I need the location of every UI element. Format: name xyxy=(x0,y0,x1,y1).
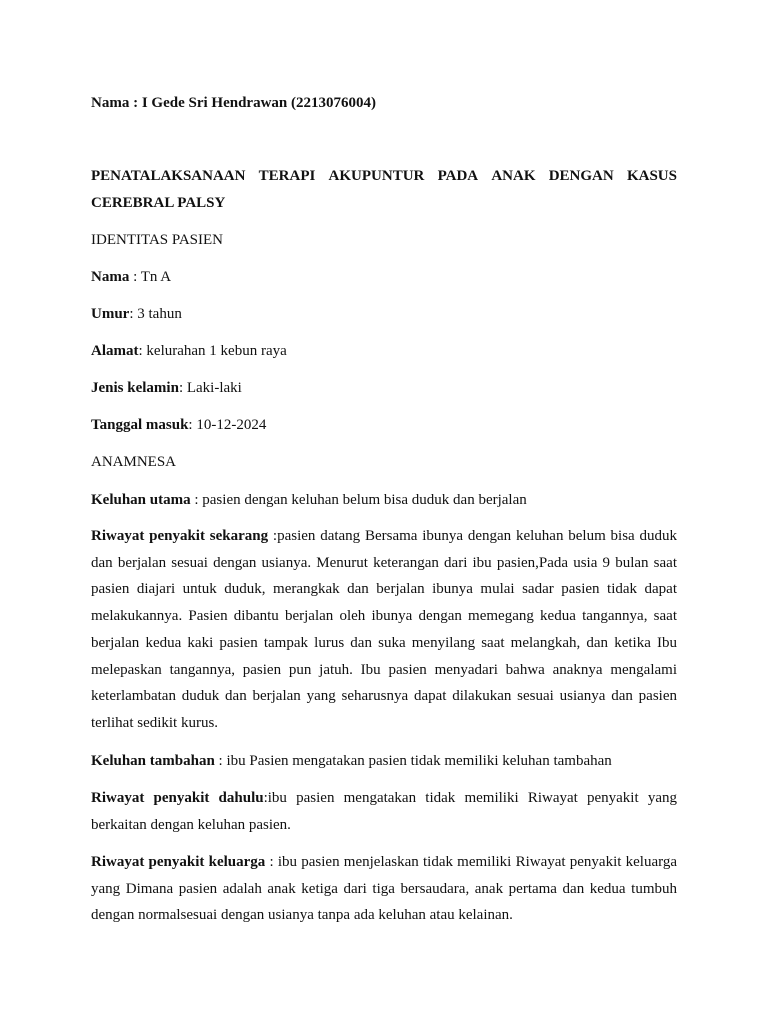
title-word: KASUS xyxy=(626,168,677,184)
field-value: : kelurahan 1 kebun raya xyxy=(138,343,287,359)
document-title-words xyxy=(91,167,677,185)
field-value: : Tn A xyxy=(129,269,172,285)
title-word: PENATALAKSANAAN xyxy=(91,168,246,184)
identity-field-umur xyxy=(91,305,182,323)
riwayat-penyakit-dahulu xyxy=(91,785,677,838)
riwayat-penyakit-keluarga xyxy=(91,849,677,929)
identity-heading xyxy=(91,231,223,249)
field-label: Umur xyxy=(91,306,130,322)
identity-field-nama xyxy=(91,268,171,286)
field-value: : 3 tahun xyxy=(129,306,182,322)
identity-heading-text: IDENTITAS PASIEN xyxy=(91,232,223,248)
field-value: : 10-12-2024 xyxy=(188,417,267,433)
keluhan-tambahan-value: : ibu Pasien mengatakan pasien tidak memiliki keluhan tambahan xyxy=(214,753,612,769)
riwayat-sekarang-label: Riwayat penyakit sekarang xyxy=(91,528,269,544)
riwayat-dahulu-label: Riwayat penyakit dahulu xyxy=(91,790,264,806)
author-line xyxy=(91,94,376,112)
field-label: Alamat xyxy=(91,343,139,359)
title-word: DENGAN xyxy=(548,168,614,184)
identity-field-jenis-kelamin xyxy=(91,379,242,397)
riwayat-keluarga-label: Riwayat penyakit keluarga xyxy=(91,854,266,870)
identity-field-alamat xyxy=(91,342,287,360)
anamnesa-heading-text: ANAMNESA xyxy=(91,454,177,470)
title-line2-text: CEREBRAL PALSY xyxy=(91,195,226,211)
keluhan-tambahan xyxy=(91,752,612,770)
keluhan-utama xyxy=(91,491,527,509)
field-value: : Laki-laki xyxy=(178,380,242,396)
anamnesa-heading xyxy=(91,453,176,471)
title-word: PADA xyxy=(437,168,479,184)
title-word: ANAK xyxy=(491,168,536,184)
riwayat-dahulu-value: :ibu pasien mengatakan tidak memiliki Riwayat penyakit yang berkaitan dengan keluhan pasien. xyxy=(91,790,677,833)
riwayat-keluarga-value: : ibu pasien menjelaskan tidak memiliki Riwayat penyakit keluarga yang Dimana pasien adalah anak ketiga dari tiga bersaudara, anak pertama dan kedua tumbuh dengan normalsesuai dengan usianya tanpa ada keluhan atau kelainan. xyxy=(91,854,677,924)
field-label: Jenis kelamin xyxy=(91,380,179,396)
title-word: TERAPI xyxy=(258,168,316,184)
riwayat-sekarang-value: :pasien datang Bersama ibunya dengan keluhan belum bisa duduk dan berjalan sesuai dengan usianya. Menurut keterangan dari ibu pasien,Pada usia 9 bulan saat pasien diajari untuk duduk, merangkak dan berjalan ibunya mulai sadar pasien tidak dapat melakukannya. Pasien dibantu berjalan oleh ibunya dengan memegang kedua tangannya, saat berjalan kedua kaki pasien tampak lurus dan suka menyilang saat melangkah, dan ketika Ibu melepaskan tangannya, pasien pun jatuh. Ibu pasien menyadari bahwa anaknya mengalami keterlambatan duduk dan berjalan yang seharusnya dapat dilakukan sesuai usianya dan pasien terlihat sedikit kurus. xyxy=(91,528,677,731)
field-label: Tanggal masuk xyxy=(91,417,189,433)
keluhan-utama-label: Keluhan utama xyxy=(91,492,191,508)
riwayat-penyakit-sekarang xyxy=(91,523,677,737)
title-word: AKUPUNTUR xyxy=(328,168,425,184)
author-text: Nama : I Gede Sri Hendrawan (2213076004) xyxy=(91,95,376,111)
keluhan-utama-value: : pasien dengan keluhan belum bisa duduk dan berjalan xyxy=(190,492,527,508)
keluhan-tambahan-label: Keluhan tambahan xyxy=(91,753,215,769)
identity-field-tanggal-masuk xyxy=(91,416,266,434)
field-label: Nama xyxy=(91,269,130,285)
document-title-line1 xyxy=(91,167,677,185)
document-title-line2 xyxy=(91,194,225,212)
